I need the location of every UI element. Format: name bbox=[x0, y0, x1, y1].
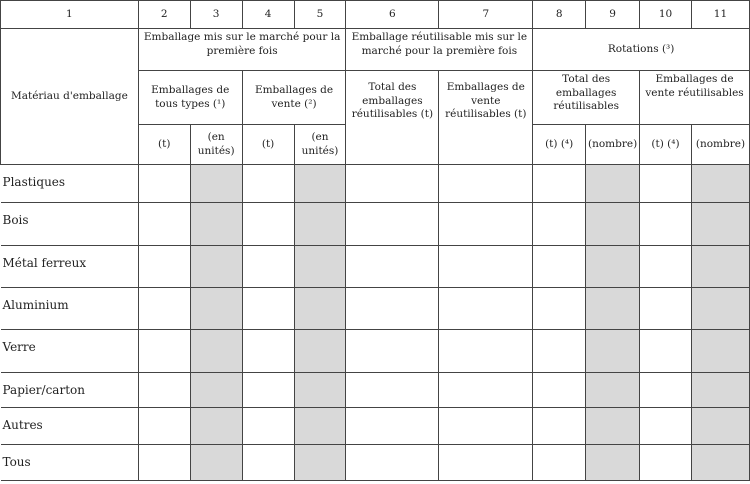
col-number: 10 bbox=[640, 1, 692, 29]
unit-label: (nombre) bbox=[586, 125, 640, 165]
table-row bbox=[1, 330, 750, 373]
shaded-cell bbox=[190, 330, 242, 373]
shaded-cell bbox=[294, 408, 346, 445]
data-cell bbox=[346, 445, 439, 481]
shaded-cell bbox=[294, 246, 346, 288]
data-cell bbox=[439, 165, 533, 203]
data-cell bbox=[533, 373, 586, 408]
data-cell bbox=[640, 203, 692, 246]
unit-label: (nombre) bbox=[691, 125, 749, 165]
data-cell bbox=[242, 408, 294, 445]
shaded-cell bbox=[190, 408, 242, 445]
data-cell bbox=[346, 246, 439, 288]
unit-label: (t) (⁴) bbox=[640, 125, 692, 165]
data-cell bbox=[533, 246, 586, 288]
material-label: Bois bbox=[1, 203, 139, 246]
shaded-cell bbox=[190, 246, 242, 288]
col-number: 9 bbox=[586, 1, 640, 29]
data-cell bbox=[242, 246, 294, 288]
shaded-cell bbox=[294, 445, 346, 481]
shaded-cell bbox=[190, 165, 242, 203]
unit-label: (t) (⁴) bbox=[533, 125, 586, 165]
unit-label: (t) bbox=[138, 125, 190, 165]
data-cell bbox=[533, 165, 586, 203]
shaded-cell bbox=[691, 165, 749, 203]
col-number: 8 bbox=[533, 1, 586, 29]
shaded-cell bbox=[691, 288, 749, 330]
unit-label: (en unités) bbox=[294, 125, 346, 165]
data-cell bbox=[242, 373, 294, 408]
data-cell bbox=[138, 165, 190, 203]
all-types-header: Emballages de tous types (¹) bbox=[138, 71, 242, 125]
rotation-total-reusable-header: Total des emballages réutilisables bbox=[533, 71, 640, 125]
shaded-cell bbox=[691, 445, 749, 481]
table-row bbox=[1, 373, 750, 408]
data-cell bbox=[439, 246, 533, 288]
data-cell bbox=[533, 203, 586, 246]
rotations-header: Rotations (³) bbox=[533, 29, 750, 71]
data-cell bbox=[439, 330, 533, 373]
col-number: 7 bbox=[439, 1, 533, 29]
shaded-cell bbox=[691, 203, 749, 246]
table-row bbox=[1, 408, 750, 445]
data-cell bbox=[138, 373, 190, 408]
rotation-sales-reusable-header: Emballages de vente réutilisables bbox=[640, 71, 750, 125]
data-cell bbox=[346, 165, 439, 203]
data-cell bbox=[138, 408, 190, 445]
shaded-cell bbox=[294, 165, 346, 203]
col-number: 6 bbox=[346, 1, 439, 29]
data-cell bbox=[346, 330, 439, 373]
shaded-cell bbox=[190, 288, 242, 330]
data-cell bbox=[533, 330, 586, 373]
unit-label: (en unités) bbox=[190, 125, 242, 165]
data-cell bbox=[439, 408, 533, 445]
data-cell bbox=[138, 203, 190, 246]
col-number: 1 bbox=[1, 1, 139, 29]
shaded-cell bbox=[294, 330, 346, 373]
table-row bbox=[1, 288, 750, 330]
material-header: Matériau d'emballage bbox=[1, 29, 139, 165]
data-cell bbox=[640, 445, 692, 481]
data-cell bbox=[242, 330, 294, 373]
data-cell bbox=[242, 165, 294, 203]
shaded-cell bbox=[691, 408, 749, 445]
shaded-cell bbox=[691, 330, 749, 373]
data-cell bbox=[242, 288, 294, 330]
material-label: Verre bbox=[1, 330, 139, 373]
data-cell bbox=[640, 246, 692, 288]
col-number: 5 bbox=[294, 1, 346, 29]
data-cell bbox=[346, 408, 439, 445]
shaded-cell bbox=[190, 203, 242, 246]
shaded-cell bbox=[190, 373, 242, 408]
shaded-cell bbox=[586, 373, 640, 408]
shaded-cell bbox=[586, 408, 640, 445]
shaded-cell bbox=[294, 288, 346, 330]
column-number-row bbox=[1, 1, 750, 29]
table-row bbox=[1, 246, 750, 288]
col-number: 11 bbox=[691, 1, 749, 29]
data-cell bbox=[439, 445, 533, 481]
data-cell bbox=[439, 203, 533, 246]
data-cell bbox=[640, 330, 692, 373]
placed-on-market-header: Emballage mis sur le marché pour la première fois bbox=[138, 29, 346, 71]
data-cell bbox=[533, 445, 586, 481]
data-cell bbox=[138, 330, 190, 373]
table-row bbox=[1, 445, 750, 481]
data-cell bbox=[439, 288, 533, 330]
data-cell bbox=[346, 373, 439, 408]
col-number: 4 bbox=[242, 1, 294, 29]
shaded-cell bbox=[190, 445, 242, 481]
material-label: Aluminium bbox=[1, 288, 139, 330]
data-cell bbox=[138, 246, 190, 288]
material-label: Papier/carton bbox=[1, 373, 139, 408]
shaded-cell bbox=[294, 373, 346, 408]
reusable-placed-header: Emballage réutilisable mis sur le marché pour la première fois bbox=[346, 29, 533, 71]
shaded-cell bbox=[586, 330, 640, 373]
data-cell bbox=[640, 288, 692, 330]
sales-reusable-header: Emballages de vente réutilisables (t) bbox=[439, 71, 533, 165]
col-number: 2 bbox=[138, 1, 190, 29]
data-cell bbox=[439, 373, 533, 408]
unit-label: (t) bbox=[242, 125, 294, 165]
shaded-cell bbox=[586, 246, 640, 288]
shaded-cell bbox=[586, 203, 640, 246]
data-cell bbox=[640, 373, 692, 408]
group-header-row bbox=[1, 29, 750, 71]
data-cell bbox=[533, 408, 586, 445]
shaded-cell bbox=[586, 288, 640, 330]
data-cell bbox=[346, 288, 439, 330]
shaded-cell bbox=[691, 246, 749, 288]
material-label: Métal ferreux bbox=[1, 246, 139, 288]
material-label: Autres bbox=[1, 408, 139, 445]
col-number: 3 bbox=[190, 1, 242, 29]
sales-packaging-header: Emballages de vente (²) bbox=[242, 71, 346, 125]
data-cell bbox=[242, 445, 294, 481]
shaded-cell bbox=[586, 445, 640, 481]
total-reusable-header: Total des emballages réutilisables (t) bbox=[346, 71, 439, 165]
data-cell bbox=[138, 288, 190, 330]
data-cell bbox=[533, 288, 586, 330]
data-cell bbox=[138, 445, 190, 481]
data-cell bbox=[640, 408, 692, 445]
shaded-cell bbox=[691, 373, 749, 408]
material-label: Tous bbox=[1, 445, 139, 481]
data-cell bbox=[242, 203, 294, 246]
table-row bbox=[1, 165, 750, 203]
table-row bbox=[1, 203, 750, 246]
data-cell bbox=[640, 165, 692, 203]
shaded-cell bbox=[586, 165, 640, 203]
shaded-cell bbox=[294, 203, 346, 246]
data-cell bbox=[346, 203, 439, 246]
material-label: Plastiques bbox=[1, 165, 139, 203]
